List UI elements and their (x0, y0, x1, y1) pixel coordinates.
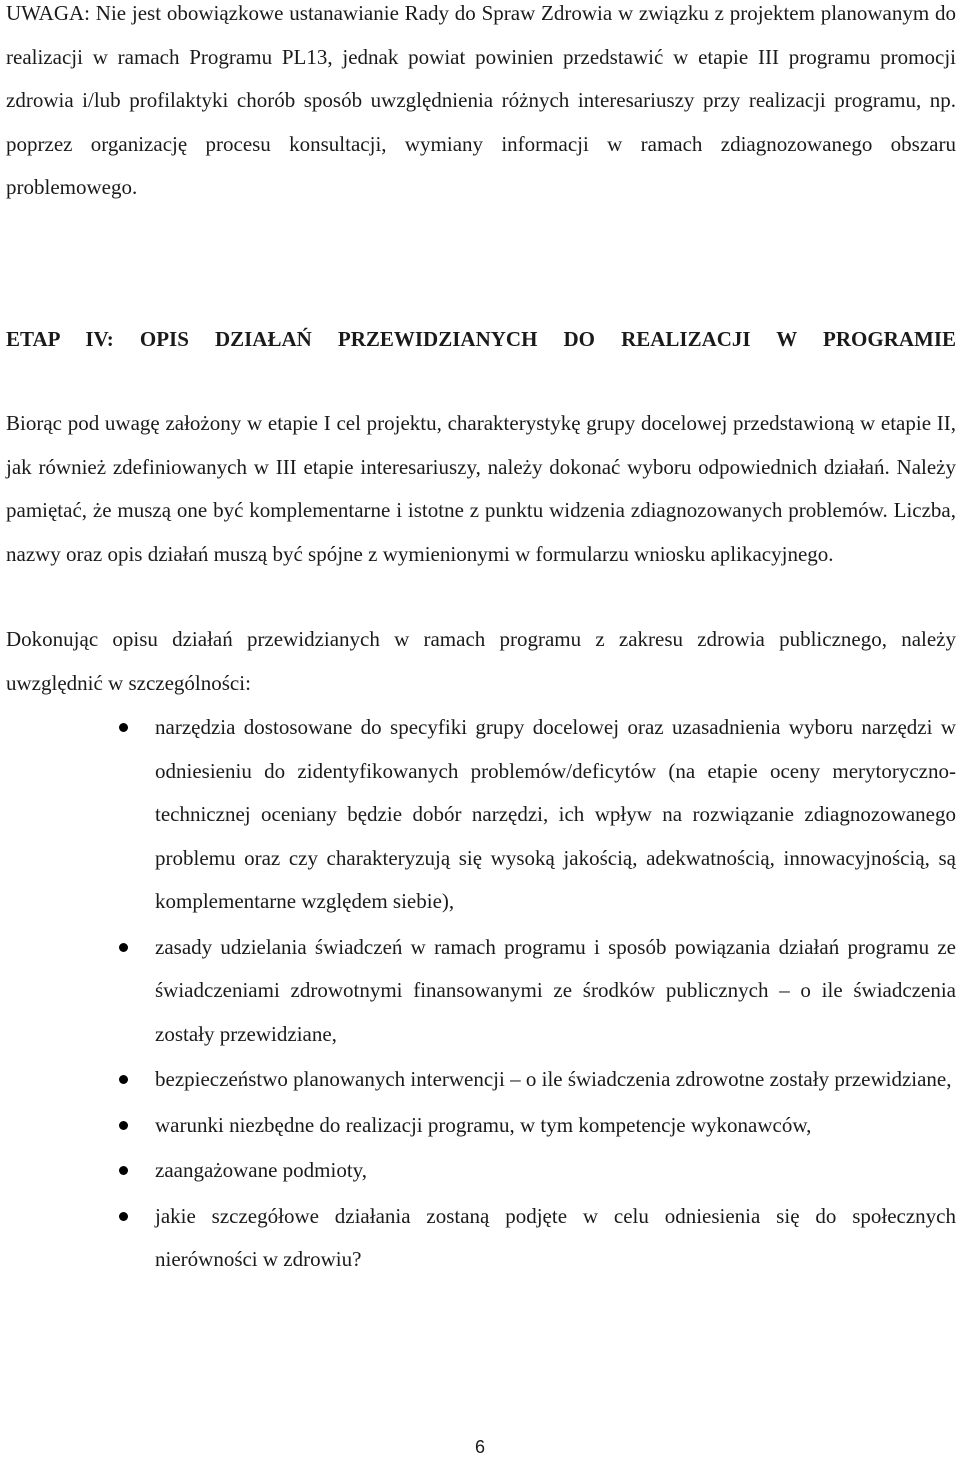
note-paragraph: UWAGA: Nie jest obowiązkowe ustanawianie Rady do Spraw Zdrowia w związku z projektem planowanym do realizacji w ramach Programu PL13, jednak powiat powinien przedstawić w etapie III programu promocji zdrowia i/lub profilaktyki chorób sposób uwzględnienia różnych interesariuszy przy realizacji programu, np. poprzez organizację procesu konsultacji, wymiany informacji w ramach zdiagnozowanego obszaru problemowego. (6, 1, 956, 199)
section-heading: ETAP IV: OPIS DZIAŁAŃ PRZEWIDZIANYCH DO REALIZACJI W PROGRAMIE (6, 327, 956, 351)
bullet-icon (119, 1212, 128, 1221)
list-item-text: zasady udzielania świadczeń w ramach programu i sposób powiązania działań programu ze świadczeniami zdrowotnymi finansowanymi ze środków publicznych – o ile świadczenia zostały przewidziane, (155, 934, 956, 1046)
list-item-text: bezpieczeństwo planowanych interwencji – o ile świadczenia zdrowotne zostały przewidziane, (155, 1067, 952, 1091)
list-item-text: zaangażowane podmioty, (155, 1158, 368, 1182)
list-item-text: narzędzia dostosowane do specyfiki grupy docelowej oraz uzasadnienia wyboru narzędzi w odniesieniu do zidentyfikowanych problemów/deficytów (na etapie oceny merytoryczno-technicznej oceniany będzie dobór narzędzi, ich wpływ na rozwiązanie zdiagnozowanego problemu oraz czy charakteryzują się wysoką jakością, adekwatnością, innowacyjnością, są komplementarne względem siebie), (155, 715, 956, 913)
requirements-list (6, 706, 956, 1284)
bullet-icon (119, 1166, 128, 1175)
list-item (6, 926, 956, 1057)
requirements-intro-paragraph: Dokonując opisu działań przewidzianych w ramach programu z zakresu zdrowia publicznego, należy uwzględnić w szczególności: (6, 627, 956, 695)
page-number: 6 (474, 1437, 485, 1457)
list-item (6, 1195, 956, 1282)
list-item-text: warunki niezbędne do realizacji programu, w tym kompetencje wykonawców, (155, 1112, 812, 1137)
bullet-icon (119, 1121, 128, 1130)
list-item (6, 706, 956, 924)
bullet-icon (119, 1075, 128, 1084)
list-item (6, 1149, 956, 1193)
list-item-text: jakie szczegółowe działania zostaną podjęte w celu odniesienia się do społecznych nierówności w zdrowiu? (155, 1203, 956, 1271)
list-item (6, 1058, 956, 1102)
intro-paragraph: Biorąc pod uwagę założony w etapie I cel projektu, charakterystykę grupy docelowej przedstawioną w etapie II, jak również zdefiniowanych w III etapie interesariuszy, należy dokonać wyboru odpowiednich działań. Należy pamiętać, że muszą one być komplementarne i istotne z punktu widzenia zdiagnozowanych problemów. Liczba, nazwy oraz opis działań muszą być spójne z wymienionymi w formularzu wniosku aplikacyjnego. (6, 411, 956, 566)
bullet-icon (119, 723, 128, 732)
list-item (6, 1104, 956, 1148)
bullet-icon (119, 943, 128, 952)
